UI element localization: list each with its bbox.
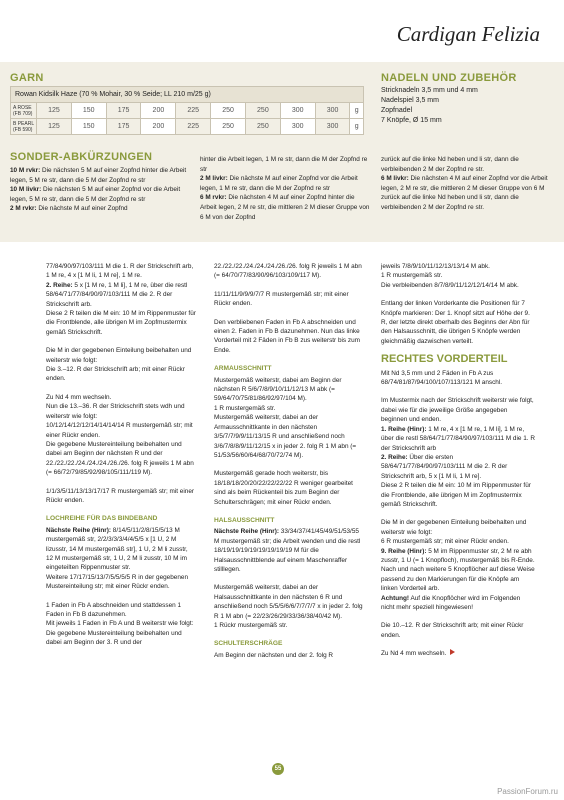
body-col-3: jeweils 7/8/9/10/11/12/13/13/14 M abk. 1 R mustergemäß str. Die verbleibenden 8/7/8/9/11/12/12/14/14 M abk. Entlang der linken Vorderkante die Positionen für 7 Knöpfe markieren: Der 1. Knopf sitzt auf Höhe der 9. R, der letzte direkt oberhalb des Beginns der Abn für den Halsausschnitt, die übrigen 5 Knöpfe werden gleichmäßig dazwischen verteilt. RECHTES VORDERTEIL Mit Nd 3,5 mm und 2 Fäden in Fb A zus 68/74/81/87/94/100/107/113/121 M anschl. Im Mustermix nach der Strickschrift weiterstr wie folgt, dabei wie für die jeweilige Größe angegeben beginnen und enden. 1. Reihe (Hinr): 1 M re, 4 x [1 M re, 1 M li], 1 M re, über die restl 58/64/71/77/84/90/97/103/111 M die 1. R der Strickschrift arb 2. Reihe: Über die ersten 58/64/71/77/84/90/97/103/111 M die 2. R der Strickschrift arb, 5 x [1 M li, 1 M re]. Diese 2 R teilen die M ein: 10 M im Rippenmuster für die Frontblende, alle übrigen M im Zopfmustermix gemäß Strickschrift. Die M in der gegebenen Einteilung beibehalten und weiterstr wie folgt: 6 R mustergemäß str; mit einer Rückr enden. 9. Reihe (Hinr): 5 M im Rippenmuster str, 2 M re abh zusstr, 1 U (= 1 Knopfloch), mustergemäß bis R-Ende. Nach und nach weitere 5 Knopflöcher auf diese Weise passend zu den Markierungen für die Knöpfe am linken Vorderteil arb. Achtung! Auf die Knopflöcher wird im Folgenden nicht mehr speziell hingewiesen! Die 10.–12. R der Strickschrift arb; mit einer Rückr enden. Zu Nd 4 mm wechseln. — [381, 263, 535, 658]
yarn-row-a: A ROSE (FB 709) 125 150 175 200 225 250 250 300 300 g — [11, 103, 364, 119]
watermark: PassionForum.ru — [497, 787, 558, 796]
page-title: Cardigan Felizia — [396, 22, 540, 46]
nadeln-heading: NADELN UND ZUBEHÖR — [381, 72, 517, 84]
sonder-heading: SONDER-ABKÜRZUNGEN — [10, 151, 153, 163]
continue-arrow-icon — [450, 649, 455, 655]
sonder-col-3: zurück auf die linke Nd heben und li str, dann die verbleibenden 2 M der Zopfnd re str. 6 M livkr: Die nächsten 4 M auf einer Zopfnd vor die Arbeit legen, 2 M re str, die mittleren 2 M dieser Gruppe von 6 M zurück auf die linke Nd heben und li str, dann die verbleibenden 2 M der Zopfnd re str. — [381, 156, 548, 211]
yarn-name: Rowan Kidsilk Haze (70 % Mohair, 30 % Seide; LL 210 m/25 g) — [11, 87, 364, 103]
section-lochreihe: LOCHREIHE FÜR DAS BINDEBAND — [46, 515, 158, 523]
section-rechtes-vorderteil: RECHTES VORDERTEIL — [381, 353, 508, 366]
nadeln-list: Stricknadeln 3,5 mm und 4 mm Nadelspiel 3,5 mm Zopfnadel 7 Knöpfe, Ø 15 mm — [381, 87, 478, 124]
body-col-1: 77/84/90/97/103/111 M die 1. R der Strickschrift arb, 1 M re, 4 x [1 M li, 1 M re], 1 M re. 2. Reihe: 5 x [1 M re, 1 M li], 1 M re, über die restl 58/64/71/77/84/90/97/103/111 M die 2. R der Strickschrift arb. Diese 2 R teilen die M ein: 10 M im Rippenmuster für die Frontblende, alle übrigen M im Zopfmustermix gemäß Strickschrift. Die M in der gegebenen Einteilung beibehalten und weiterstr wie folgt: Die 3.–12. R der Strickschrift arb; mit einer Rückr enden. Zu Nd 4 mm wechseln. Nun die 13.–36. R der Strickschrift stets wdh und weiterstr wie folgt: 10/12/14/12/12/14/14/14/14 R mustergemäß str; mit einer Rückr enden. Die gegebene Mustereinteilung beibehalten und dabei am Beginn der nächsten R und der 22./22./22./24./24./24./26./26. folg R jeweils 1 M abn (= 66/72/79/85/92/98/105/111/119 M). 1/1/3/5/11/13/13/17/17 R mustergemäß str; mit einer Rückr enden. LOCHREIHE FÜR DAS BINDEBAND Nächste Reihe (Hinr): 8/14/5/11/2/8/15/5/13 M mustergemäß str, 2/2/3/3/3/4/4/5/5 x [1 U, 2 M lizusstr, 14 M mustergemäß str], 1 U, 2 M li zusstr, 12 M mustergemäß str, 1 U, 2 M li zusstr, 10 M im eingeteilten Rippenmuster str. Weitere 17/17/15/13/7/5/5/5/5 R in der gegebenen Mustereinteilung str; mit einer Rückr enden. 1 Faden in Fb A abschneiden und stattdessen 1 Faden in Fb B dazunehmen. Mit jeweils 1 Faden in Fb A und B weiterstr wie folgt: Die gegebene Mustereinteilung beibehalten und dabei am Beginn der 3. R und der — [46, 263, 196, 647]
yarn-table — [10, 86, 364, 135]
sonder-col-1: 10 M rvkr: Die nächsten 5 M auf einer Zopfnd hinter die Arbeit legen, 5 M re str, dann die 5 M der Zopfnd re str 10 M livkr: Die nächsten 5 M auf einer Zopfnd vor die Arbeit legen, 5 M re str, dann die 5 M der Zopfnd re str 2 M rvkr: Die nächste M auf einer Zopfnd — [10, 167, 187, 213]
section-halsausschnitt: HALSAUSSCHNITT — [214, 516, 275, 524]
yarn-row-b: B PEARL (FB 590) 125 150 175 200 225 250 250 300 300 g — [11, 119, 364, 135]
body-col-2: 22./22./22./24./24./24./26./26. folg R jeweils 1 M abn (= 64/70/77/83/90/96/103/109/117 M). 11/11/11/9/9/9/7/7 R mustergemäß str; mit einer Rückr enden. Den verbliebenen Faden in Fb A abschneiden und einen 2. Faden in Fb B dazunehmen. Nun das linke Vorderteil mit 2 Fäden in Fb B zus weiterstr bis zum Ende. ARMAUSSCHNITT Mustergemäß weiterstr, dabei am Beginn der nächsten R 5/6/7/8/9/10/11/12/13 M abk (= 59/64/70/75/81/86/92/97/104 M). 1 R mustergemäß str. Mustergemäß weiterstr, dabei an der Armausschnittkante in den nächsten 3/5/7/7/9/9/11/13/15 R und anschließend noch 3/6/7/8/8/9/11/12/15 x in jeder 2. folg R 1 M abn (= 51/53/56/60/64/68/70/72/74 M). Mustergemäß gerade hoch weiterstr, bis 18/18/18/20/20/22/22/22/22 R weniger gearbeitet sind als beim Rückenteil bis zum Beginn der Schulterschrägen; mit einer Rückr enden. HALSAUSSCHNITT Nächste Reihe (Hinr): 33/34/37/41/45/49/51/53/55 M mustergemäß str; die Arbeit wenden und die restl 18/19/19/19/19/19/19/19/19 M für die Halsausschnittblende auf einem Maschenraffer stilllegen. Mustergemäß weiterstr, dabei an der Halsausschnittkante in den nächsten 6 R und anschließend noch 5/5/5/6/6/7/7/7/7 x in jeder 2. folg R 1 M abn (= 22/23/26/29/33/36/38/40/42 M). 1 Rückr mustergemäß str. SCHULTERSCHRÄGE Am Beginn der nächsten und der 2. folg R — [214, 262, 366, 660]
page-number: 55 — [272, 763, 284, 775]
section-schulterschraege: SCHULTERSCHRÄGE — [214, 640, 283, 648]
sonder-col-2: hinter die Arbeit legen, 1 M re str, dann die M der Zopfnd re str 2 M livkr: Die nächste M auf einer Zopfnd vor die Arbeit legen, 1 M re str, dann die M der Zopfnd re str 6 M rvkr: Die nächsten 4 M auf einer Zopfnd hinter die Arbeit legen, 2 M re str, die mittleren 2 M dieser Gruppe von 6 M von der Zopfnd — [200, 156, 370, 221]
garn-heading: GARN — [10, 72, 44, 84]
section-armausschnitt: ARMAUSSCHNITT — [214, 365, 272, 373]
